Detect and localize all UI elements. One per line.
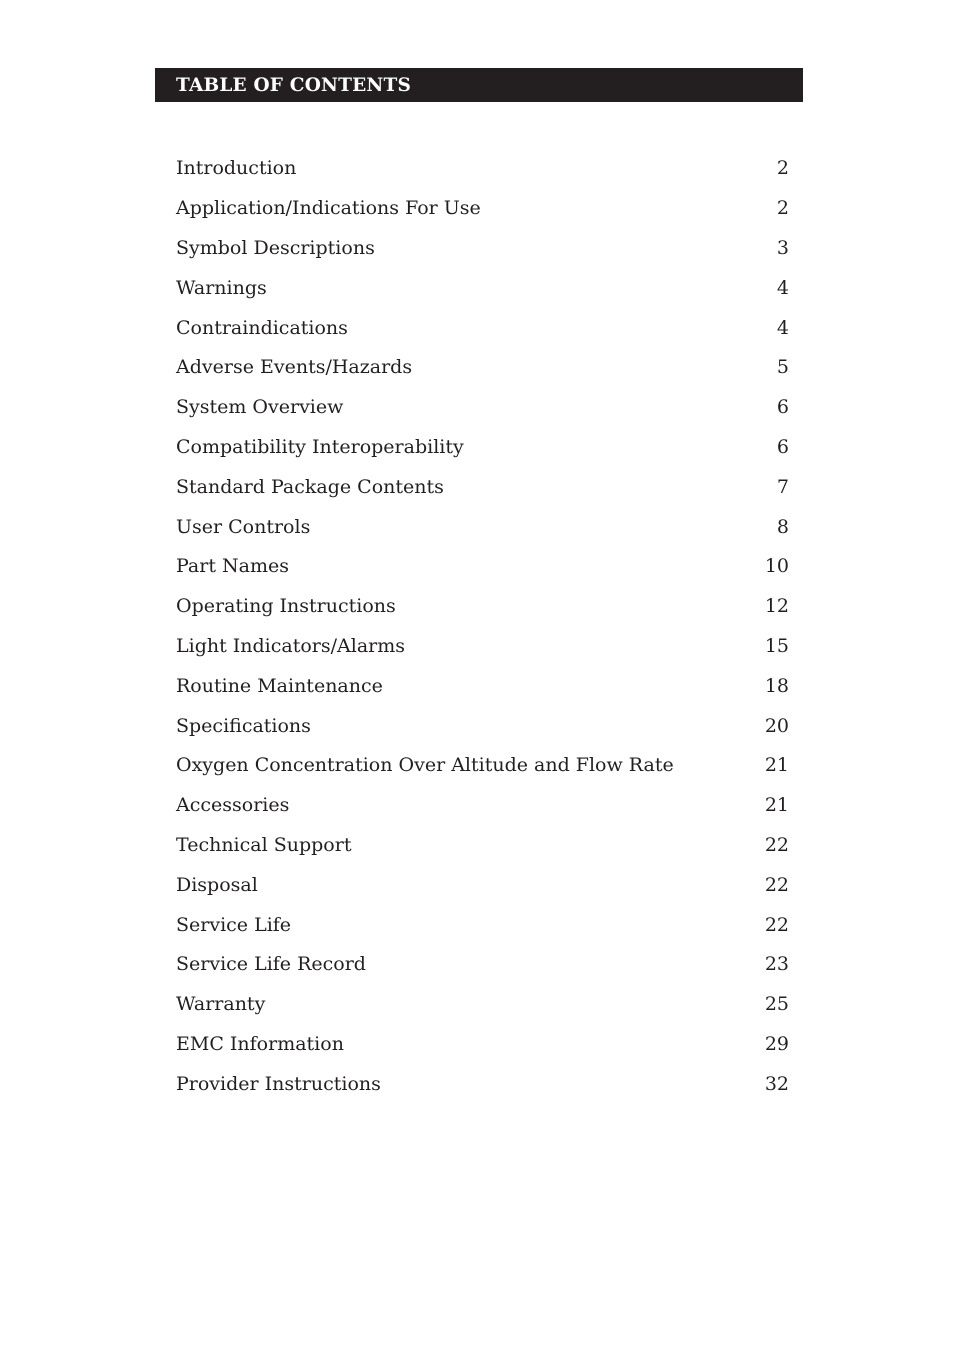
toc-entry-page: 8 bbox=[776, 515, 789, 538]
toc-entry[interactable] bbox=[176, 348, 789, 388]
toc-entry[interactable] bbox=[176, 786, 789, 826]
toc-entry-page: 22 bbox=[764, 913, 789, 936]
toc-entry[interactable] bbox=[176, 547, 789, 587]
toc-entry[interactable] bbox=[176, 865, 789, 905]
toc-entry-label: Service Life Record bbox=[176, 953, 366, 976]
toc-entry-label: Compatibility Interoperability bbox=[176, 435, 464, 458]
toc-entry-label: Operating Instructions bbox=[176, 595, 396, 618]
toc-entry[interactable] bbox=[176, 507, 789, 547]
toc-title: TABLE OF CONTENTS bbox=[176, 74, 412, 96]
toc-entry-page: 6 bbox=[776, 396, 789, 419]
toc-entry[interactable] bbox=[176, 945, 789, 985]
toc-entry-label: Introduction bbox=[176, 157, 297, 180]
toc-entry-page: 18 bbox=[764, 674, 789, 697]
toc-entry-page: 22 bbox=[764, 873, 789, 896]
toc-list bbox=[176, 149, 789, 1104]
toc-entry-label: Warnings bbox=[176, 276, 267, 299]
toc-entry[interactable] bbox=[176, 826, 789, 866]
toc-entry-page: 32 bbox=[764, 1072, 789, 1095]
toc-entry-label: Light Indicators/Alarms bbox=[176, 634, 406, 657]
toc-entry-label: Adverse Events/Hazards bbox=[176, 356, 413, 379]
toc-entry-page: 12 bbox=[764, 595, 789, 618]
toc-entry[interactable] bbox=[176, 428, 789, 468]
toc-entry-label: Technical Support bbox=[176, 833, 352, 856]
toc-entry[interactable] bbox=[176, 706, 789, 746]
toc-entry-page: 29 bbox=[764, 1032, 789, 1055]
toc-entry-page: 22 bbox=[764, 833, 789, 856]
toc-entry[interactable] bbox=[176, 308, 789, 348]
toc-entry-label: Accessories bbox=[176, 794, 290, 817]
toc-entry[interactable] bbox=[176, 189, 789, 229]
toc-entry[interactable] bbox=[176, 467, 789, 507]
toc-entry[interactable] bbox=[176, 666, 789, 706]
toc-entry[interactable] bbox=[176, 985, 789, 1025]
toc-entry-label: Application/Indications For Use bbox=[176, 197, 481, 220]
toc-entry[interactable] bbox=[176, 149, 789, 189]
toc-entry-page: 21 bbox=[764, 794, 789, 817]
toc-entry[interactable] bbox=[176, 388, 789, 428]
toc-entry[interactable] bbox=[176, 746, 789, 786]
toc-entry[interactable] bbox=[176, 1064, 789, 1104]
toc-header-bar bbox=[155, 68, 803, 102]
toc-entry[interactable] bbox=[176, 587, 789, 627]
toc-entry[interactable] bbox=[176, 905, 789, 945]
toc-entry-label: EMC Information bbox=[176, 1032, 344, 1055]
toc-entry-label: Specifications bbox=[176, 714, 311, 737]
toc-entry[interactable] bbox=[176, 1025, 789, 1065]
toc-entry-page: 2 bbox=[776, 157, 789, 180]
toc-entry-label: System Overview bbox=[176, 396, 344, 419]
toc-entry-page: 6 bbox=[776, 435, 789, 458]
toc-entry[interactable] bbox=[176, 627, 789, 667]
toc-entry-page: 10 bbox=[764, 555, 789, 578]
toc-entry-label: Warranty bbox=[176, 993, 266, 1016]
toc-entry-page: 21 bbox=[764, 754, 789, 777]
toc-entry-page: 7 bbox=[776, 475, 789, 498]
toc-entry-label: Service Life bbox=[176, 913, 292, 936]
toc-entry-label: Part Names bbox=[176, 555, 289, 578]
toc-entry-page: 20 bbox=[764, 714, 789, 737]
toc-entry-page: 5 bbox=[776, 356, 789, 379]
toc-entry-page: 15 bbox=[764, 634, 789, 657]
toc-entry[interactable] bbox=[176, 268, 789, 308]
toc-entry-label: Provider Instructions bbox=[176, 1072, 381, 1095]
toc-entry-label: Disposal bbox=[176, 873, 258, 896]
toc-entry-page: 23 bbox=[764, 953, 789, 976]
toc-entry-label: Oxygen Concentration Over Altitude and Flow Rate bbox=[176, 754, 674, 777]
toc-entry-page: 25 bbox=[764, 993, 789, 1016]
toc-entry-page: 4 bbox=[776, 316, 789, 339]
toc-entry-label: Routine Maintenance bbox=[176, 674, 383, 697]
toc-entry-label: Standard Package Contents bbox=[176, 475, 444, 498]
toc-entry-label: Contraindications bbox=[176, 316, 348, 339]
toc-entry-page: 4 bbox=[776, 276, 789, 299]
toc-entry-label: User Controls bbox=[176, 515, 311, 538]
toc-entry-label: Symbol Descriptions bbox=[176, 236, 375, 259]
toc-entry[interactable] bbox=[176, 229, 789, 269]
toc-entry-page: 2 bbox=[776, 197, 789, 220]
toc-entry-page: 3 bbox=[776, 236, 789, 259]
